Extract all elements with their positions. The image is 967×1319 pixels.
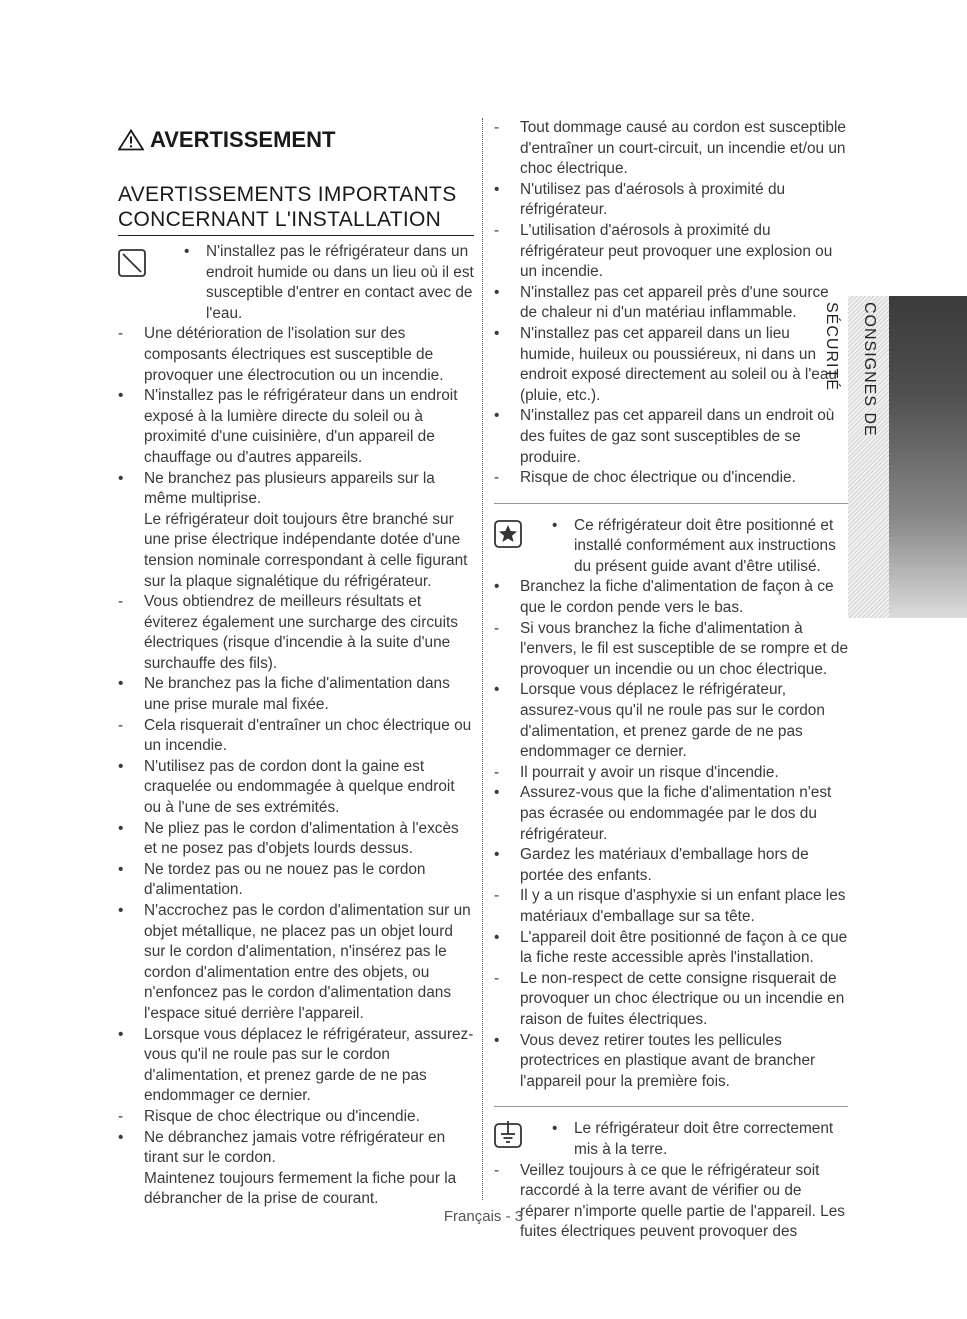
dash-item: [118, 716, 474, 757]
dash: [494, 619, 514, 640]
bullet: [494, 406, 514, 427]
bullet-item: [118, 901, 474, 1025]
bullet: [494, 283, 514, 304]
separator: [494, 1106, 848, 1107]
item-text: Cela risquerait d'entraîner un choc électrique ou un incendie.: [144, 716, 472, 755]
dash-item: [494, 619, 848, 681]
bullet-item: [118, 860, 474, 901]
bullet: [494, 783, 514, 804]
right-item-list-top: [494, 118, 848, 489]
bullet: •: [552, 1120, 558, 1138]
bullet-item: [118, 1025, 474, 1107]
star-badge-icon: [494, 520, 522, 548]
bullet-item: [118, 819, 474, 860]
bullet: [494, 577, 514, 598]
notice-text: Le réfrigérateur doit être correctement mis à la terre.: [574, 1120, 834, 1158]
item-text: Maintenez toujours fermement la fiche pour la débrancher de la prise de courant.: [144, 1169, 457, 1208]
bullet-item: [494, 845, 848, 886]
item-text: Le réfrigérateur doit toujours être branché sur une prise électrique indépendante dotée d'une tension nominale correspondant à celle figurant sur la plaque signalétique du réfrigérateur.: [144, 510, 468, 590]
left-item-list: [118, 324, 474, 1210]
warning-heading: [118, 126, 474, 154]
item-text: Une détérioration de l'isolation sur des composants électriques est susceptible de provoquer une électrocution ou un incendie.: [144, 325, 444, 384]
dash: [494, 1161, 514, 1182]
side-tab: [889, 296, 967, 618]
warning-triangle-icon: [118, 129, 144, 151]
item-text: N'accrochez pas le cordon d'alimentation sur un objet métallique, ne placez pas un objet lourd sur le cordon d'alimentation, n'insérez pas le cordon d'alimentation entre des objets, ou n'enfoncez pas le cordon d'alimentation dans l'espace situé derrière l'appareil.: [144, 902, 471, 1022]
item-text: Si vous branchez la fiche d'alimentation à l'envers, le fil est susceptible de se rompre et de provoquer un incendie ou un choc électrique.: [520, 619, 849, 678]
bullet: [494, 324, 514, 345]
bullet-item: [118, 674, 474, 715]
bullet-item: [494, 180, 848, 221]
separator: [494, 503, 848, 504]
bullet-item: [494, 928, 848, 969]
dash: [494, 468, 514, 489]
dash-item: [494, 763, 848, 784]
list-item-continuation: [118, 1169, 474, 1210]
item-text: Vous devez retirer toutes les pellicules protectrices en plastique avant de brancher l'appareil pour la première fois.: [520, 1031, 816, 1090]
item-text: Risque de choc électrique ou d'incendie.: [520, 469, 796, 487]
prohibited-icon: [118, 249, 146, 277]
bullet: [118, 901, 138, 922]
item-text: N'utilisez pas d'aérosols à proximité du réfrigérateur.: [520, 180, 786, 219]
bullet-item: [494, 1031, 848, 1093]
bullet-item: [494, 406, 848, 468]
item-text: Assurez-vous que la fiche d'alimentation n'est pas écrasée ou endommagée par le dos du réfrigérateur.: [520, 784, 832, 843]
bullet-item: [118, 757, 474, 819]
item-text: N'installez pas le réfrigérateur dans un endroit exposé à la lumière directe du soleil ou à proximité d'une cuisinière, d'un appareil de chauffage ou d'autres appareils.: [144, 387, 458, 466]
bullet: •: [552, 516, 558, 534]
bullet: [494, 845, 514, 866]
dash: [494, 969, 514, 990]
bullet: [494, 180, 514, 201]
item-text: Tout dommage causé au cordon est susceptible d'entraîner un court-circuit, un incendie et/ou un choc électrique.: [520, 119, 846, 178]
item-text: Ne tordez pas ou ne nouez pas le cordon d'alimentation.: [144, 860, 426, 899]
bullet: [494, 928, 514, 949]
bullet-item: [494, 577, 848, 618]
item-text: Ne débranchez jamais votre réfrigérateur en tirant sur le cordon.: [144, 1128, 446, 1167]
section-title: AVERTISSEMENTS IMPORTANTS CONCERNANT L'INSTALLATION: [118, 182, 474, 236]
item-text: N'installez pas cet appareil dans un endroit où des fuites de gaz sont susceptibles de se produire.: [520, 407, 835, 466]
item-text: Branchez la fiche d'alimentation de façon à ce que le cordon pende vers le bas.: [520, 578, 834, 617]
item-text: Gardez les matériaux d'emballage hors de portée des enfants.: [520, 846, 809, 884]
right-item-list-mid: [494, 577, 848, 1092]
dash: [118, 1107, 138, 1128]
notice-text: N'installez pas le réfrigérateur dans un endroit humide ou dans un lieu où il est susceptible d'entrer en contact avec de l'eau.: [206, 243, 474, 322]
page-number: Français - 3: [443, 1208, 524, 1225]
item-text: L'appareil doit être positionné de façon à ce que la fiche reste accessible après l'installation.: [520, 928, 848, 967]
dash-item: [494, 468, 848, 489]
item-text: Risque de choc électrique ou d'incendie.: [144, 1107, 420, 1125]
item-text: Ne pliez pas le cordon d'alimentation à l'excès et ne posez pas d'objets lourds dessus.: [144, 819, 459, 858]
dash: [118, 592, 138, 613]
warning-title: AVERTISSEMENT: [150, 127, 336, 152]
item-text: Le non-respect de cette consigne risquerait de provoquer un choc électrique ou un incendie en raison de fuites électriques.: [520, 969, 845, 1028]
item-text: Ne branchez pas la fiche d'alimentation dans une prise murale mal fixée.: [144, 675, 450, 714]
dash-item: [494, 1161, 848, 1243]
dash: [494, 886, 514, 907]
bullet-item: [118, 386, 474, 468]
item-text: Lorsque vous déplacez le réfrigérateur, assurez-vous qu'il ne roule pas sur le cordon d'alimentation, et prenez garde de ne pas endommager ce dernier.: [520, 681, 825, 761]
item-text: N'utilisez pas de cordon dont la gaine est craquelée ou endommagée à quelque endroit ou à l'une de ses extrémités.: [144, 757, 455, 817]
bullet-item: [494, 680, 848, 762]
dash-item: [494, 886, 848, 927]
item-text: Veillez toujours à ce que le réfrigérateur soit raccordé à la terre avant de vérifier ou de réparer n'importe quelle partie de l'appareil. Les fuites électriques peuvent provoquer des: [520, 1161, 845, 1241]
bullet: [118, 1128, 138, 1149]
dash-item: [494, 969, 848, 1031]
bullet: •: [184, 243, 190, 260]
item-text: Il pourrait y avoir un risque d'incendie.: [520, 763, 779, 781]
bullet: [118, 674, 138, 695]
bullet: [118, 860, 138, 881]
install-notice: [494, 516, 848, 578]
item-text: Il y a un risque d'asphyxie si un enfant place les matériaux d'emballage sur sa tête.: [520, 887, 846, 925]
item-text: Ne branchez pas plusieurs appareils sur la même multiprise.: [144, 469, 435, 508]
dash: [118, 324, 138, 345]
item-text: L'utilisation d'aérosols à proximité du réfrigérateur peut provoquer une explosion ou un incendie.: [520, 221, 833, 281]
column-divider: [482, 118, 483, 1200]
dash: [118, 716, 138, 737]
bullet: [118, 1025, 138, 1046]
dash-item: [494, 118, 848, 180]
bullet: [494, 680, 514, 701]
bullet: [118, 819, 138, 840]
item-text: Vous obtiendrez de meilleurs résultats et éviterez également une surcharge des circuits électriques (risque d'incendie à la suite d'une surchauffe des fils).: [144, 593, 458, 672]
dash-item: [118, 592, 474, 674]
no-water-notice: [118, 242, 474, 324]
ground-icon: [494, 1121, 522, 1149]
item-text: N'installez pas cet appareil dans un lieu humide, huileux ou poussiéreux, ni dans un endroit exposé directement au soleil ou à l'eau (pluie, etc.).: [520, 324, 837, 404]
right-column: [494, 118, 848, 1243]
ground-notice: [494, 1119, 848, 1160]
side-tab-label: CONSIGNES DE SÉCURITÉ: [823, 302, 878, 437]
right-item-list-bottom: [494, 1161, 848, 1243]
item-text: Lorsque vous déplacez le réfrigérateur, assurez-vous qu'il ne roule pas sur le cordon d'alimentation, et prenez garde de ne pas endommager ce dernier.: [144, 1025, 474, 1105]
bullet: [118, 386, 138, 407]
bullet: [118, 469, 138, 490]
dash-item: [118, 324, 474, 386]
bullet-item: [118, 1128, 474, 1169]
dash: [494, 221, 514, 242]
left-column: [118, 118, 474, 1210]
bullet-item: [118, 469, 474, 510]
item-text: N'installez pas cet appareil près d'une source de chaleur ni d'un matériau inflammable.: [520, 283, 829, 322]
dash: [494, 118, 514, 139]
notice-text: Ce réfrigérateur doit être positionné et installé conformément aux instructions du présent guide avant d'être utilisé.: [574, 516, 836, 575]
bullet-item: [494, 783, 848, 845]
bullet-item: [494, 283, 848, 324]
bullet: [494, 1031, 514, 1052]
bullet-item: [494, 324, 848, 406]
dash-item: [118, 1107, 474, 1128]
bullet: [118, 757, 138, 778]
dash: [494, 763, 514, 784]
list-item-continuation: [118, 510, 474, 592]
dash-item: [494, 221, 848, 283]
